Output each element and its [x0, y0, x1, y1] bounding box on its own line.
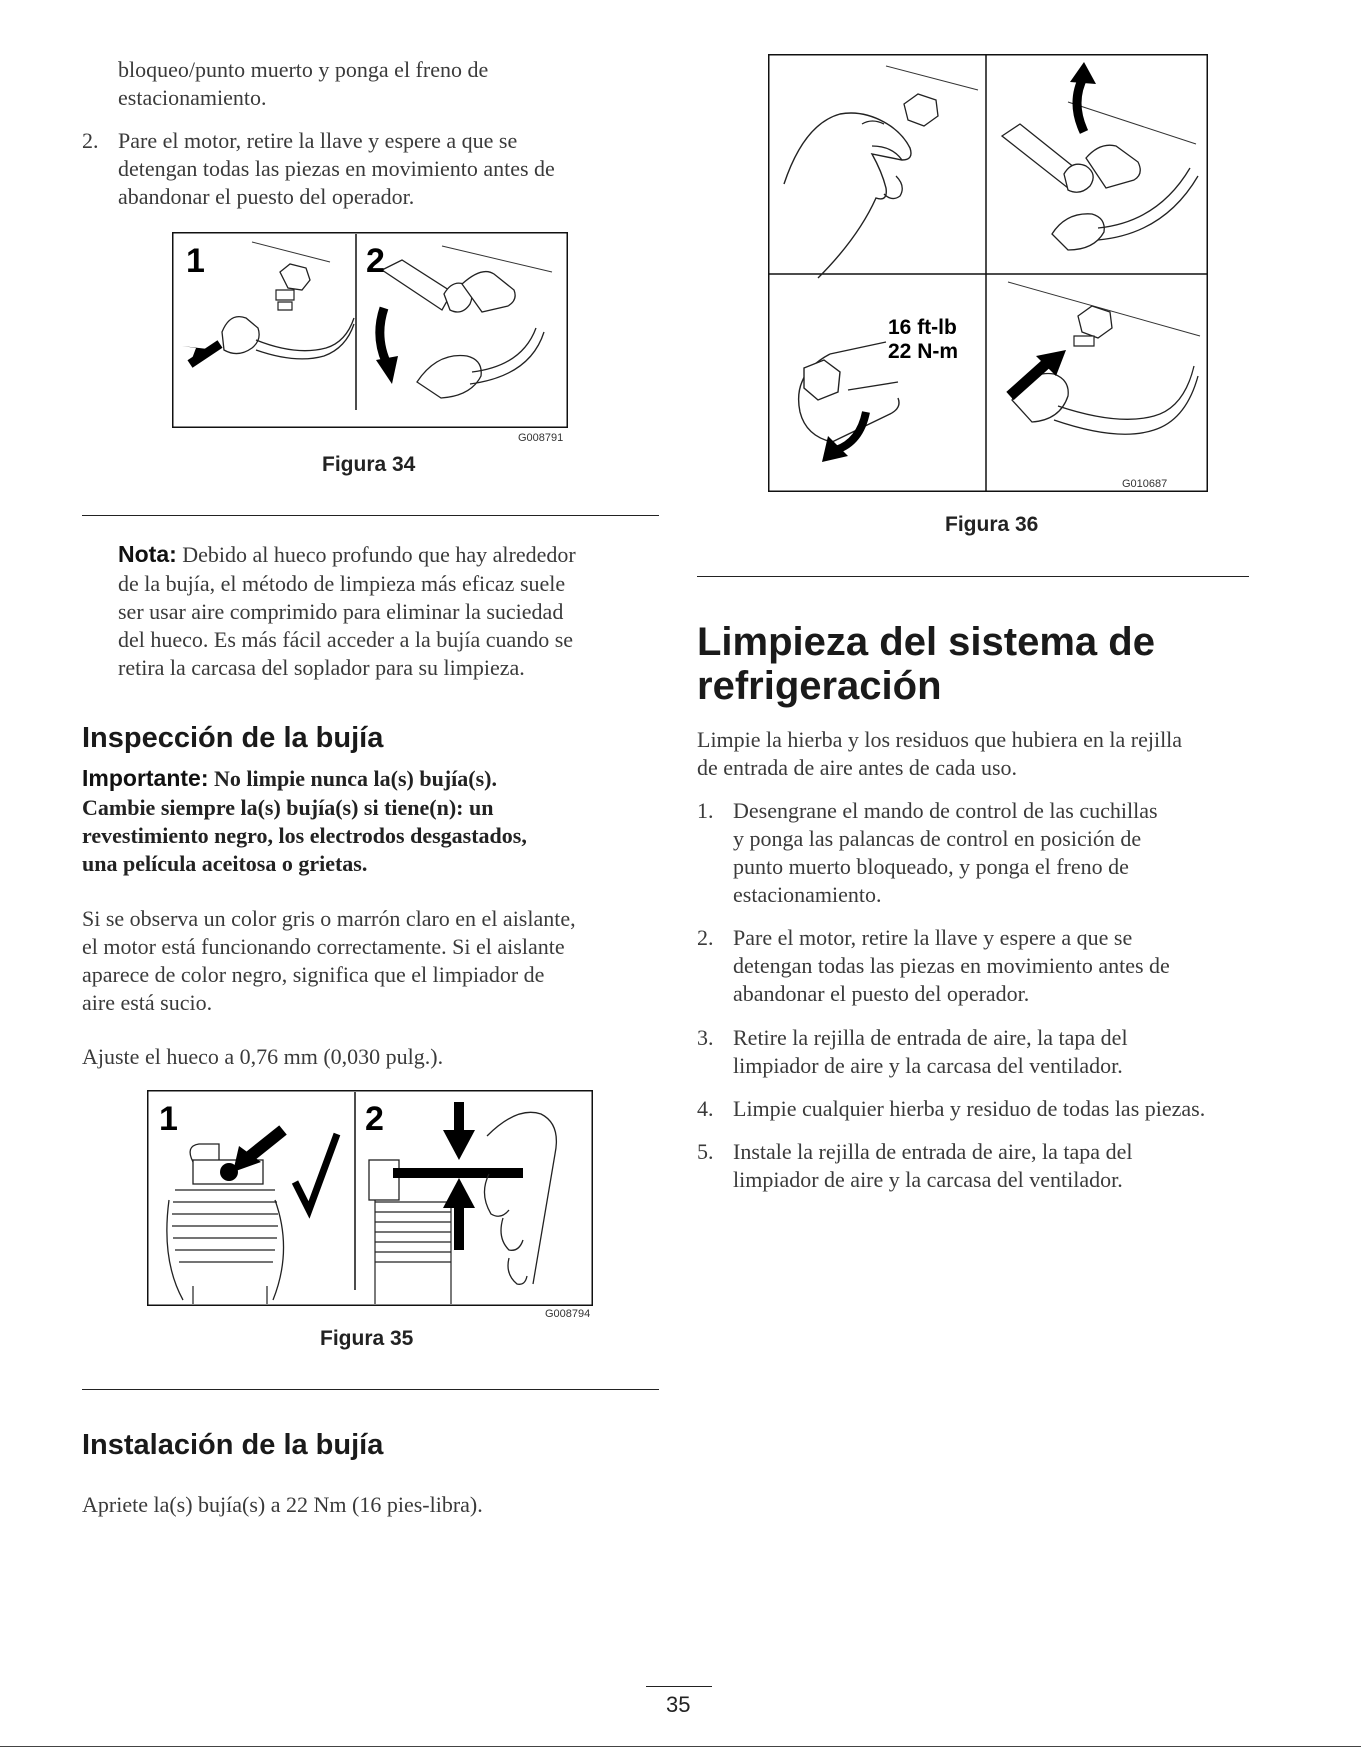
- figure-36-id: G010687: [1122, 478, 1168, 490]
- torque-ftlb-label: 16 ft-lb: [888, 316, 957, 339]
- note-text-1: Debido al hueco profundo que hay alrededor: [182, 542, 576, 567]
- step-1-line-3: punto muerto bloqueado, y ponga el freno de: [733, 854, 1129, 879]
- spark-plug-gap-illustration: [147, 1090, 593, 1306]
- inspection-para-line-1: Si se observa un color gris o marrón claro en el aislante,: [82, 906, 576, 931]
- step-1-line-4: estacionamiento.: [733, 882, 882, 907]
- step-text-line-3: abandonar el puesto del operador.: [118, 184, 415, 209]
- step-number: 1.: [697, 798, 714, 823]
- gap-instruction: Ajuste el hueco a 0,76 mm (0,030 pulg.).: [82, 1044, 444, 1069]
- step-3-line-1: Retire la rejilla de entrada de aire, la tapa del: [733, 1025, 1128, 1050]
- note-line-2: de la bujía, el método de limpieza más eficaz suele: [118, 571, 566, 596]
- figure-34-image: [172, 232, 568, 428]
- figure-34-id: G008791: [518, 432, 564, 444]
- step-2-line-2: detengan todas las piezas en movimiento antes de: [733, 953, 1170, 978]
- section-divider: [697, 576, 1249, 577]
- heading-limpieza-line-2: refrigeración: [697, 664, 942, 708]
- inspection-para-line-3: aparece de color negro, significa que el limpiador de: [82, 962, 545, 987]
- page-bottom-edge: [0, 1746, 1361, 1747]
- note-line-4: del hueco. Es más fácil acceder a la bujía cuando se: [118, 627, 574, 652]
- step-1-line-2: y ponga las palancas de control en posición de: [733, 826, 1142, 851]
- step-text-line-1: Pare el motor, retire la llave y espere a que se: [118, 128, 518, 153]
- section-divider: [82, 515, 659, 516]
- important-line-2: Cambie siempre la(s) bujía(s) si tiene(n): un: [82, 795, 494, 820]
- note-line-5: retira la carcasa del soplador para su limpieza.: [118, 655, 525, 680]
- note-line-3: ser usar aire comprimido para eliminar la suciedad: [118, 599, 564, 624]
- step-number: 3.: [697, 1025, 714, 1050]
- figure-36-image: [768, 54, 1208, 492]
- inspection-para-line-2: el motor está funcionando correctamente. Si el aislante: [82, 934, 565, 959]
- step-2-line-1: Pare el motor, retire la llave y espere a que se: [733, 925, 1133, 950]
- important-line-4: una película aceitosa o grietas.: [82, 851, 368, 876]
- limpieza-intro-line-2: de entrada de aire antes de cada uso.: [697, 755, 1018, 780]
- torque-nm-label: 22 N-m: [888, 340, 959, 363]
- page-number-rule: [646, 1686, 712, 1687]
- panel-2-label: 2: [365, 1100, 384, 1138]
- heading-inspeccion: Inspección de la bujía: [82, 722, 384, 754]
- spark-plug-install-illustration: [768, 54, 1208, 492]
- step-3-line-2: limpiador de aire y la carcasa del ventilador.: [733, 1053, 1123, 1078]
- intro-line-2: estacionamiento.: [118, 85, 267, 110]
- important-label: Importante:: [82, 765, 209, 791]
- panel-1-label: 1: [159, 1100, 178, 1138]
- step-text-line-2: detengan todas las piezas en movimiento antes de: [118, 156, 555, 181]
- figure-35-caption: Figura 35: [320, 1327, 414, 1350]
- step-number: 4.: [697, 1096, 714, 1121]
- important-line-1: [82, 764, 497, 793]
- step-2-line-3: abandonar el puesto del operador.: [733, 981, 1030, 1006]
- step-4-line-1: Limpie cualquier hierba y residuo de todas las piezas.: [733, 1096, 1206, 1121]
- figure-35-image: [147, 1090, 593, 1306]
- panel-1-label: 1: [186, 242, 205, 280]
- section-divider: [82, 1389, 659, 1390]
- step-5-line-1: Instale la rejilla de entrada de aire, la tapa del: [733, 1139, 1133, 1164]
- figure-36-caption: Figura 36: [945, 513, 1039, 536]
- instalacion-text: Apriete la(s) bujía(s) a 22 Nm (16 pies-libra).: [82, 1492, 483, 1517]
- heading-limpieza-line-1: Limpieza del sistema de: [697, 620, 1155, 664]
- important-text-1: No limpie nunca la(s) bujía(s).: [214, 766, 497, 791]
- important-line-3: revestimiento negro, los electrodos desgastados,: [82, 823, 527, 848]
- step-5-line-2: limpiador de aire y la carcasa del ventilador.: [733, 1167, 1123, 1192]
- limpieza-intro-line-1: Limpie la hierba y los residuos que hubiera en la rejilla: [697, 727, 1183, 752]
- step-1-line-1: Desengrane el mando de control de las cuchillas: [733, 798, 1158, 823]
- panel-2-label: 2: [366, 242, 385, 280]
- note-line-1: [118, 540, 576, 569]
- step-number: 2.: [82, 128, 99, 153]
- figure-34-caption: Figura 34: [322, 453, 416, 476]
- heading-instalacion: Instalación de la bujía: [82, 1429, 384, 1461]
- figure-35-id: G008794: [545, 1308, 591, 1320]
- spark-plug-wire-removal-illustration: [172, 232, 568, 428]
- inspection-para-line-4: aire está sucio.: [82, 990, 213, 1015]
- step-number: 5.: [697, 1139, 714, 1164]
- step-number: 2.: [697, 925, 714, 950]
- intro-line-1: bloqueo/punto muerto y ponga el freno de: [118, 57, 489, 82]
- note-label: Nota:: [118, 541, 177, 567]
- page-number: 35: [666, 1692, 691, 1717]
